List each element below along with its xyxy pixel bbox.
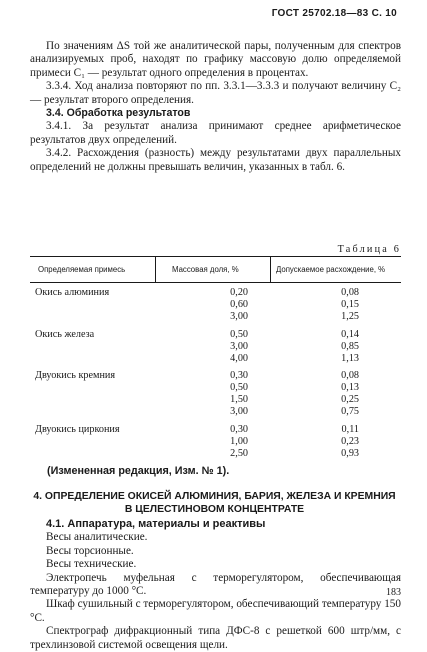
mass-fraction-value: 3,00 xyxy=(230,406,248,418)
table-column-divider xyxy=(270,256,271,282)
impurity-name: Двуокись циркония xyxy=(35,424,120,435)
equipment-item: Весы аналитические. xyxy=(46,531,148,544)
equipment-item: Спектрограф дифракционный типа ДФС-8 с решеткой 600 штр/мм, с трехлинзовой системой освещения щели. xyxy=(30,625,401,651)
section-4-title-line-2: В ЦЕЛЕСТИНОВОМ КОНЦЕНТРАТЕ xyxy=(124,504,305,515)
top-text-block xyxy=(30,40,401,174)
mass-fraction-value: 0,30 xyxy=(230,370,248,382)
discrepancy-value: 0,25 xyxy=(341,394,359,406)
discrepancy-value: 0,75 xyxy=(341,406,359,418)
section-4-title-line-1: 4. ОПРЕДЕЛЕНИЕ ОКИСЕЙ АЛЮМИНИЯ, БАРИЯ, ЖЕЛЕЗА И КРЕМНИЯ xyxy=(33,491,396,502)
paragraph-3-4-2: 3.4.2. Расхождения (разность) между результатами двух параллельных определений не должны превышать величин, указанных в табл. 6. xyxy=(30,147,401,173)
discrepancy-value: 0,13 xyxy=(341,382,359,394)
section-4-title xyxy=(28,490,401,516)
page-number: 183 xyxy=(386,587,401,598)
paragraph-3-4-1: 3.4.1. За результат анализа принимают среднее арифметическое результатов двух определений. xyxy=(30,120,401,146)
discrepancy-value: 0,93 xyxy=(341,447,359,459)
discrepancy-value: 0,11 xyxy=(341,424,359,435)
discrepancy-value: 0,23 xyxy=(341,435,359,447)
table-header-rule xyxy=(30,282,401,283)
mass-fraction-value: 1,00 xyxy=(230,435,248,447)
discrepancy-value: 0,08 xyxy=(341,370,359,382)
table-top-rule xyxy=(30,256,401,257)
discrepancy-value: 0,08 xyxy=(341,287,359,298)
table-caption: Таблица 6 xyxy=(337,244,401,255)
equipment-item: Электропечь муфельная с терморегулятором, обеспечивающая температуру до 1000 °С. xyxy=(30,571,401,598)
discrepancy-value: 0,14 xyxy=(341,328,359,340)
mass-fraction-value: 1,50 xyxy=(230,394,248,406)
paragraph-3-3-4: 3.3.4. Ход анализа повторяют по пп. 3.3.1—3.3.3 и получают величину C₂ — результат второго определения. xyxy=(30,80,401,106)
mass-fraction-value: 0,60 xyxy=(230,298,248,310)
header-mass-fraction: Массовая доля, % xyxy=(172,265,239,274)
mass-fraction-value: 0,50 xyxy=(230,382,248,394)
heading-4-1: 4.1. Аппаратура, материалы и реактивы xyxy=(46,518,266,530)
mass-fraction-value: 2,50 xyxy=(230,447,248,459)
amended-note: (Измененная редакция, Изм. № 1). xyxy=(47,465,230,477)
heading-3-4: 3.4. Обработка результатов xyxy=(46,107,191,120)
running-header: ГОСТ 25702.18—83 С. 10 xyxy=(271,8,397,19)
equipment-item: Весы технические. xyxy=(46,558,137,571)
paragraph-graph-method: По значениям ΔS той же аналитической пары, полученным для спектров анализируемых проб, находят по графику массовую долю определяемой примеси C₁ — результат одного определения в процентах. xyxy=(30,40,401,79)
mass-fraction-value: 4,00 xyxy=(230,352,248,364)
discrepancy-value: 0,15 xyxy=(341,298,359,310)
header-discrepancy: Допускаемое расхождение, % xyxy=(276,265,386,274)
section-4-text-block xyxy=(30,518,401,652)
mass-fraction-value: 3,00 xyxy=(230,310,248,322)
discrepancy-value: 0,85 xyxy=(341,340,359,352)
discrepancy-value: 1,25 xyxy=(341,310,359,322)
equipment-item: Шкаф сушильный с терморегулятором, обеспечивающий температуру 150 °С. xyxy=(30,598,401,624)
table-column-divider xyxy=(155,256,156,282)
mass-fraction-value: 0,30 xyxy=(230,424,248,435)
mass-fraction-value: 3,00 xyxy=(230,340,248,352)
mass-fraction-value: 0,50 xyxy=(230,328,248,340)
equipment-item: Весы торсионные. xyxy=(46,544,134,557)
discrepancy-value: 1,13 xyxy=(341,352,359,364)
mass-fraction-value: 0,20 xyxy=(230,287,248,298)
impurity-name: Окись железа xyxy=(35,328,95,340)
header-impurity: Определяемая примесь xyxy=(38,265,126,274)
impurity-name: Двуокись кремния xyxy=(35,370,116,382)
impurity-name: Окись алюминия xyxy=(35,287,110,298)
